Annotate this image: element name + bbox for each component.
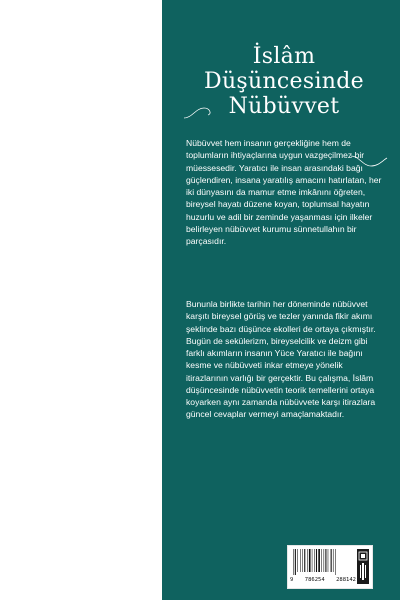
title-line-3: Nübüvvet	[228, 94, 340, 119]
blank-left-panel	[0, 0, 162, 600]
book-title	[184, 44, 384, 119]
teal-back-cover-panel	[162, 0, 400, 600]
barcode-digit-prefix: 9	[290, 577, 294, 583]
barcode-digits	[290, 577, 356, 583]
barcode-bars	[292, 549, 354, 575]
publisher-logo-icon	[357, 549, 369, 584]
isbn-barcode	[287, 545, 373, 589]
blurb-paragraph-1: Nübüvvet hem insanın gerçekliğine hem de toplumların ihtiyaçlarına uygun vazgeçilmez bir müessesedir. Yaratıcı ile insan arasındaki bağı güçlendiren, insana yaratılış amacını hatırlatan, her iki dünyasını da mamur etme imkânını öğreten, bireysel hayatı düzene koyan, toplumsal hayatın huzurlu ve adil bir zeminde yaşanması için ilkeler belirleyen nübüvvet kurumu sünnetullahın bir parçasıdır.	[186, 138, 382, 246]
title-line-1: İslâm	[252, 44, 316, 69]
blurb-paragraph-2: Bununla birlikte tarihin her döneminde nübüvvet karşıtı bireysel görüş ve tezler yanında fikir akımı şeklinde bazı düşünce ekolleri de ortaya çıkmıştır. Bugün de sekülerizm, bireyselcilik ve deizm gibi farklı akımların insanın Yüce Yaratıcı ile bağını kesme ve nübüvveti inkar etmeye yönelik itirazlarının varlığı bir gerçektir. Bu çalışma, İslâm düşüncesinde nübüvvetin teorik temellerini ortaya koyarken aynı zamanda nübüvvete karşı itirazlara güncel cevaplar vermeyi amaçlamaktadır.	[186, 299, 376, 420]
title-flourish-left-icon	[182, 102, 222, 122]
barcode-digit-group-2: 288142	[336, 577, 356, 583]
barcode-digit-group-1: 786254	[304, 577, 325, 583]
title-line-2: Düşüncesinde	[204, 69, 364, 94]
